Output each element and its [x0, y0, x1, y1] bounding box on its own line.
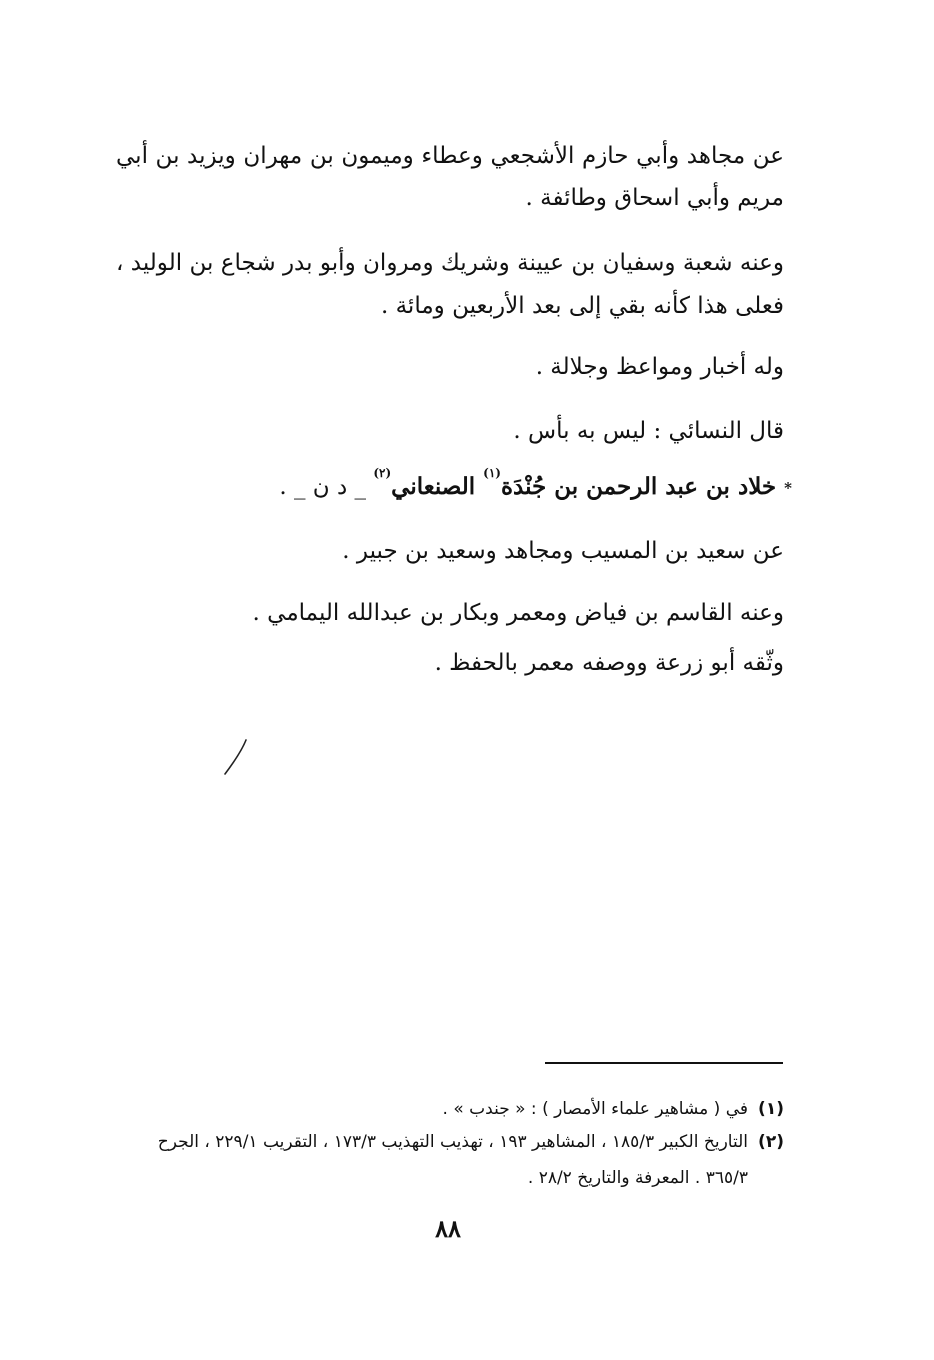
body-line-8: وعنه القاسم بن فياض ومعمر وبكار بن عبدالله اليمامي .: [252, 600, 784, 626]
body-line-9: وثّقه أبو زرعة ووصفه معمر بالحفظ .: [434, 650, 784, 676]
entry-marker-star: *: [784, 479, 792, 497]
footnote-2-number: (٢): [758, 1132, 784, 1152]
footnote-1: [443, 1095, 784, 1123]
entry-heading-codes: _ د ن _ .: [279, 474, 374, 500]
body-line-5: وله أخبار ومواعظ وجلالة .: [535, 354, 784, 380]
entry-heading: [279, 466, 792, 505]
footnote-2-continuation: ٣٦٥/٣ . المعرفة والتاريخ ٢٨/٢ .: [527, 1168, 748, 1188]
body-line-1: عن مجاهد وأبي حازم الأشجعي وعطاء وميمون بن مهران ويزيد بن أبي: [116, 143, 784, 169]
entry-heading-name: خلاد بن عبد الرحمن بن جُنْدَة: [500, 473, 777, 500]
footnote-1-text: في ( مشاهير علماء الأمصار ) : « جندب » .: [442, 1099, 748, 1119]
footnote-2: [158, 1128, 784, 1156]
entry-heading-nisba: الصنعاني: [391, 473, 484, 500]
footnote-ref-2: (٢): [373, 466, 392, 481]
body-line-7: عن سعيد بن المسيب ومجاهد وسعيد بن جبير .: [342, 538, 784, 564]
stray-pen-mark: [222, 738, 250, 776]
body-line-3: وعنه شعبة وسفيان بن عيينة وشريك ومروان وأبو بدر شجاع بن الوليد ،: [116, 250, 784, 276]
body-line-6: قال النسائي : ليس به بأس .: [513, 418, 784, 444]
body-line-2: مريم وأبي اسحاق وطائفة .: [525, 185, 784, 211]
footnote-2-text: التاريخ الكبير ١٨٥/٣ ، المشاهير ١٩٣ ، تهذيب التهذيب ١٧٣/٣ ، التقريب ٢٢٩/١ ، الجرح: [157, 1132, 748, 1152]
footnote-ref-1: (١): [483, 466, 501, 481]
footnote-separator: [545, 1062, 783, 1064]
body-line-4: فعلى هذا كأنه بقي إلى بعد الأربعين ومائة .: [380, 293, 784, 319]
page-number: ٨٨: [435, 1214, 461, 1243]
footnote-1-number: (١): [758, 1099, 784, 1119]
